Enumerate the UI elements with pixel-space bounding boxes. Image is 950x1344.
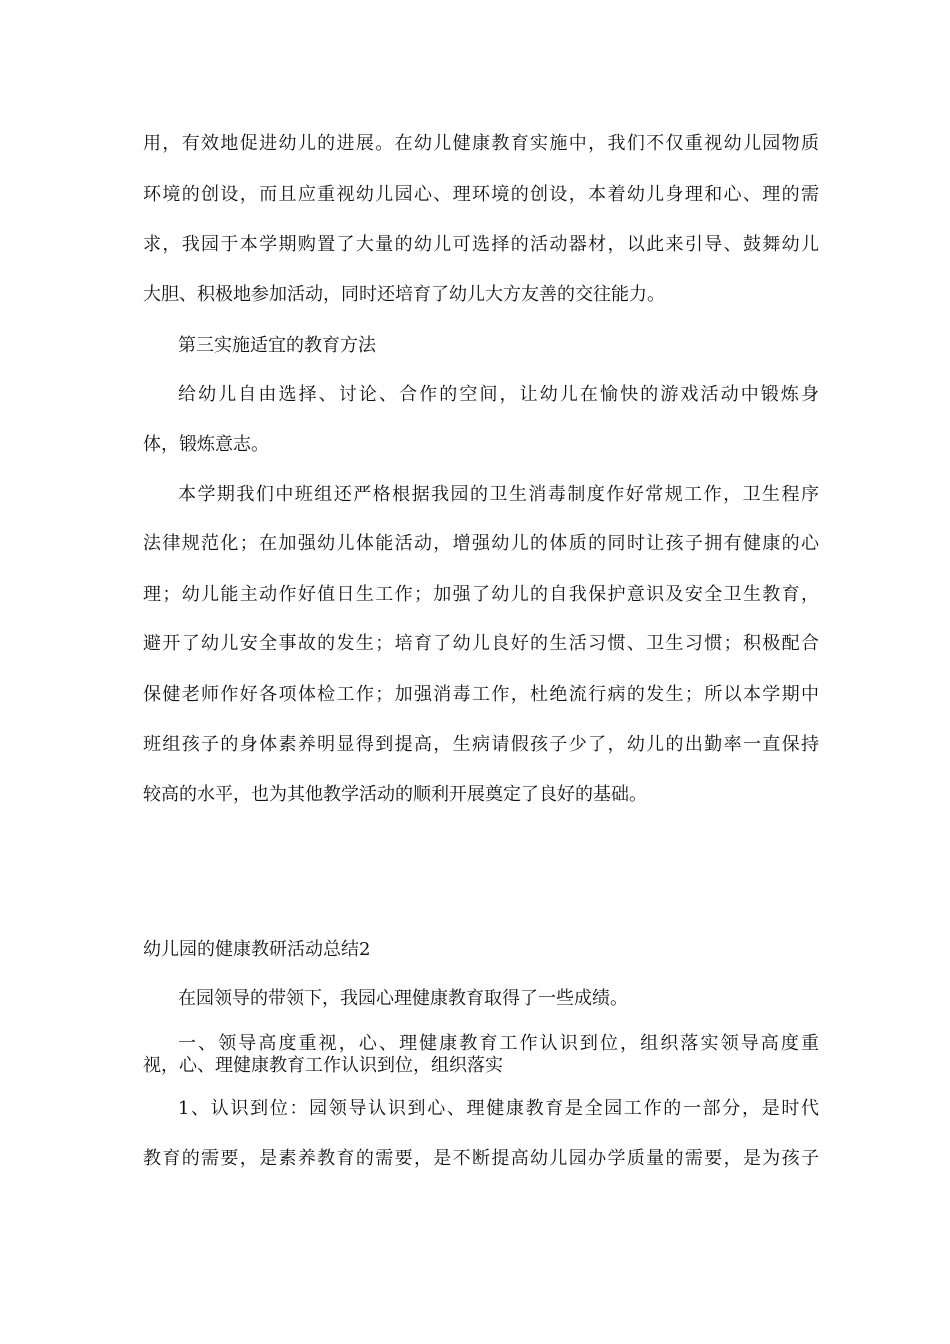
paragraph-line: 大胆、积极地参加活动，同时还培育了幼儿大方友善的交往能力。 — [143, 284, 665, 305]
paragraph-line: 求，我园于本学期购置了大量的幼儿可选择的活动器材，以此来引导、鼓舞幼儿 — [143, 234, 819, 255]
paragraph-line: 理；幼儿能主动作好值日生工作；加强了幼儿的自我保护意识及安全卫生教育， — [143, 584, 819, 605]
article-title: 幼儿园的健康教研活动总结2 — [143, 939, 371, 960]
paragraph-line: 教育的需要，是素养教育的需要，是不断提高幼儿园办学质量的需要，是为孩子 — [143, 1148, 819, 1169]
paragraph-line: 视，心、理健康教育工作认识到位，组织落实 — [143, 1055, 503, 1076]
paragraph-line: 法律规范化；在加强幼儿体能活动，增强幼儿的体质的同时让孩子拥有健康的心 — [143, 533, 819, 554]
paragraph-line: 一、领导高度重视，心、理健康教育工作认识到位，组织落实领导高度重 — [178, 1033, 819, 1054]
paragraph-line: 环境的创设，而且应重视幼儿园心、理环境的创设，本着幼儿身理和心、理的需 — [143, 184, 819, 205]
paragraph-line: 避开了幼儿安全事故的发生；培育了幼儿良好的生活习惯、卫生习惯；积极配合 — [143, 633, 819, 654]
section-heading: 第三实施适宜的教育方法 — [178, 335, 376, 356]
paragraph-line: 在园领导的带领下，我园心理健康教育取得了一些成绩。 — [178, 988, 628, 1009]
paragraph-line: 较高的水平，也为其他教学活动的顺利开展奠定了良好的基础。 — [143, 784, 647, 805]
paragraph-line: 保健老师作好各项体检工作；加强消毒工作，杜绝流行病的发生；所以本学期中 — [143, 684, 819, 705]
paragraph-line: 班组孩子的身体素养明显得到提高，生病请假孩子少了，幼儿的出勤率一直保持 — [143, 734, 819, 755]
paragraph-line: 体，锻炼意志。 — [143, 434, 269, 455]
paragraph-line: 用，有效地促进幼儿的进展。在幼儿健康教育实施中，我们不仅重视幼儿园物质 — [143, 133, 819, 154]
paragraph-line: 1、认识到位：园领导认识到心、理健康教育是全园工作的一部分，是时代 — [178, 1098, 819, 1119]
paragraph-line: 给幼儿自由选择、讨论、合作的空间，让幼儿在愉快的游戏活动中锻炼身 — [178, 384, 819, 405]
paragraph-line: 本学期我们中班组还严格根据我园的卫生消毒制度作好常规工作，卫生程序 — [178, 484, 819, 505]
